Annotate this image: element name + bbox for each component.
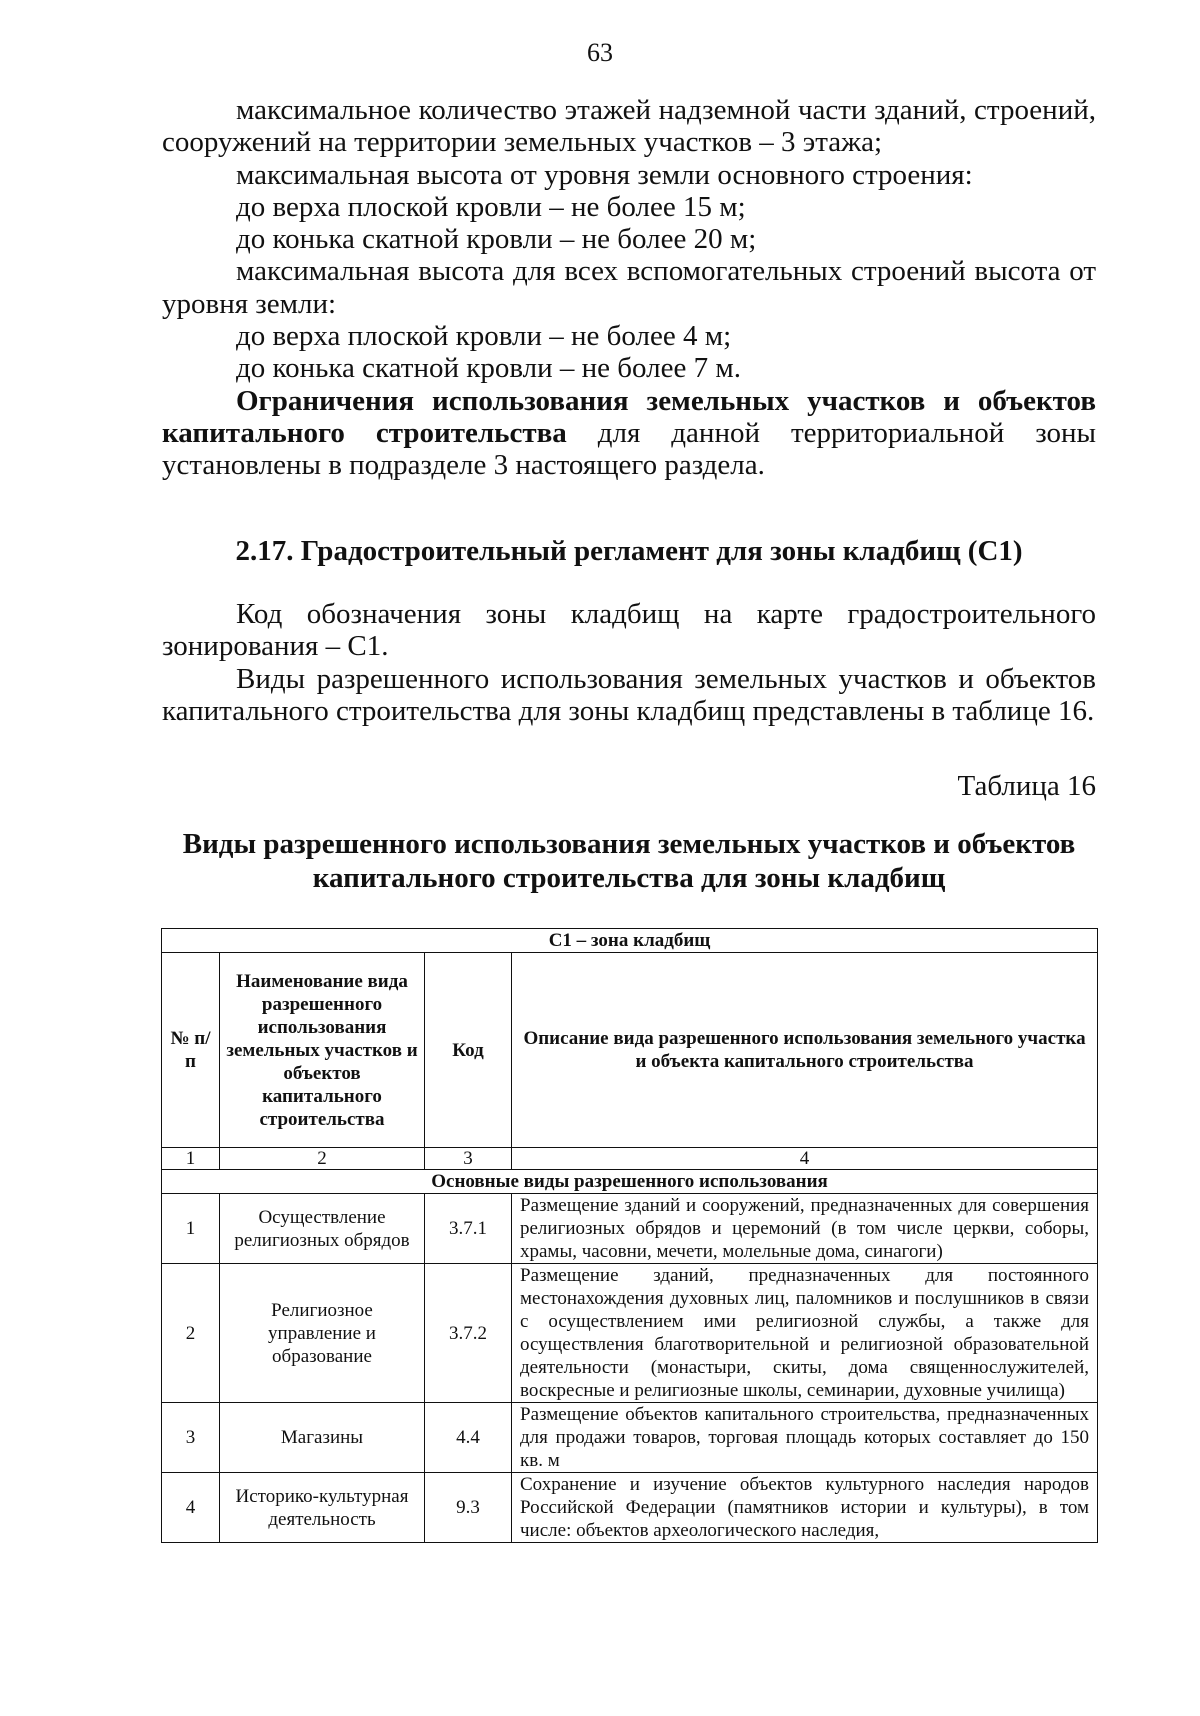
section-row [162, 1170, 1098, 1194]
paragraph: Код обозначения зоны кладбищ на карте градостроительного зонирования – С1. [162, 598, 1096, 663]
zone-header-row [162, 929, 1098, 953]
row-code: 3.7.2 [425, 1264, 512, 1403]
table-row [162, 1473, 1098, 1543]
row-name: Магазины [220, 1403, 425, 1473]
table-title: Виды разрешенного использования земельных участков и объектов капитального строительства для зоны кладбищ [182, 828, 1076, 894]
column-number: 2 [220, 1148, 425, 1170]
restrictions-rest: для данной территориальной зоны установлены в подразделе 3 настоящего раздела. [162, 416, 1096, 482]
zone-header: С1 – зона кладбищ [162, 929, 1098, 953]
section-heading: 2.17. Градостроительный регламент для зоны кладбищ (С1) [235, 535, 1023, 567]
paragraph: максимальное количество этажей надземной части зданий, строений, сооружений на территории земельных участков – 3 этажа; [162, 94, 1096, 159]
permitted-use-table [161, 928, 1098, 1543]
paragraph: Виды разрешенного использования земельных участков и объектов капитального строительства для зоны кладбищ представлены в таблице 16. [162, 662, 1096, 727]
row-name: Осуществление религиозных обрядов [220, 1194, 425, 1264]
section-paragraphs [162, 598, 1096, 727]
row-name: Историко-культурная деятельность [220, 1473, 425, 1543]
column-header-name: Наименование вида разрешенного использования земельных участков и объектов капитального строительства [220, 953, 425, 1148]
column-number-row [162, 1148, 1098, 1170]
row-description: Размещение зданий и сооружений, предназначенных для совершения религиозных обрядов и церемоний (в том числе церкви, соборы, храмы, часовни, мечети, молельные дома, синагоги) [512, 1194, 1098, 1264]
row-description: Размещение зданий, предназначенных для постоянного местонахождения духовных лиц, паломников и послушников в связи с осуществлением ими религиозной службы, а также для осуществления благотворительной и религиозной образовательной деятельности (монастыри, скиты, дома священнослужителей, воскресные и религиозные школы, семинарии, духовные училища) [512, 1264, 1098, 1403]
row-code: 3.7.1 [425, 1194, 512, 1264]
page-number: 63 [587, 38, 613, 67]
row-code: 4.4 [425, 1403, 512, 1473]
paragraph: до верха плоской кровли – не более 15 м; [236, 190, 746, 223]
row-description: Сохранение и изучение объектов культурного наследия народов Российской Федерации (памятников истории и культуры), в том числе: объектов археологического наследия, [512, 1473, 1098, 1543]
paragraph: до конька скатной кровли – не более 7 м. [236, 352, 741, 385]
column-number: 1 [162, 1148, 220, 1170]
row-name: Религиозное управление и образование [220, 1264, 425, 1403]
table-label: Таблица 16 [957, 770, 1096, 802]
column-header-description: Описание вида разрешенного использования земельного участка и объекта капитального строительства [512, 953, 1098, 1148]
column-number: 3 [425, 1148, 512, 1170]
row-number: 4 [162, 1473, 220, 1543]
table-row [162, 1194, 1098, 1264]
restrictions-paragraph [162, 385, 1096, 482]
column-header-code: Код [425, 953, 512, 1148]
column-number: 4 [512, 1148, 1098, 1170]
paragraph: максимальная высота для всех вспомогательных строений высота от уровня земли: [162, 255, 1096, 320]
paragraph: максимальная высота от уровня земли основного строения: [236, 158, 973, 191]
regulation-paragraphs [162, 94, 1096, 482]
paragraph: до верха плоской кровли – не более 4 м; [236, 320, 732, 353]
restrictions-bold-lead: Ограничения использования земельных участков и объектов капитального строительства [162, 384, 1096, 449]
row-number: 2 [162, 1264, 220, 1403]
column-header-row [162, 953, 1098, 1148]
row-description: Размещение объектов капитального строительства, предназначенных для продажи товаров, торговая площадь которых составляет до 150 кв. м [512, 1403, 1098, 1473]
section-row-label: Основные виды разрешенного использования [162, 1170, 1098, 1194]
paragraph: до конька скатной кровли – не более 20 м; [236, 223, 757, 256]
row-number: 3 [162, 1403, 220, 1473]
table-row [162, 1264, 1098, 1403]
row-number: 1 [162, 1194, 220, 1264]
column-header-number: № п/п [162, 953, 220, 1148]
table-row [162, 1403, 1098, 1473]
row-code: 9.3 [425, 1473, 512, 1543]
